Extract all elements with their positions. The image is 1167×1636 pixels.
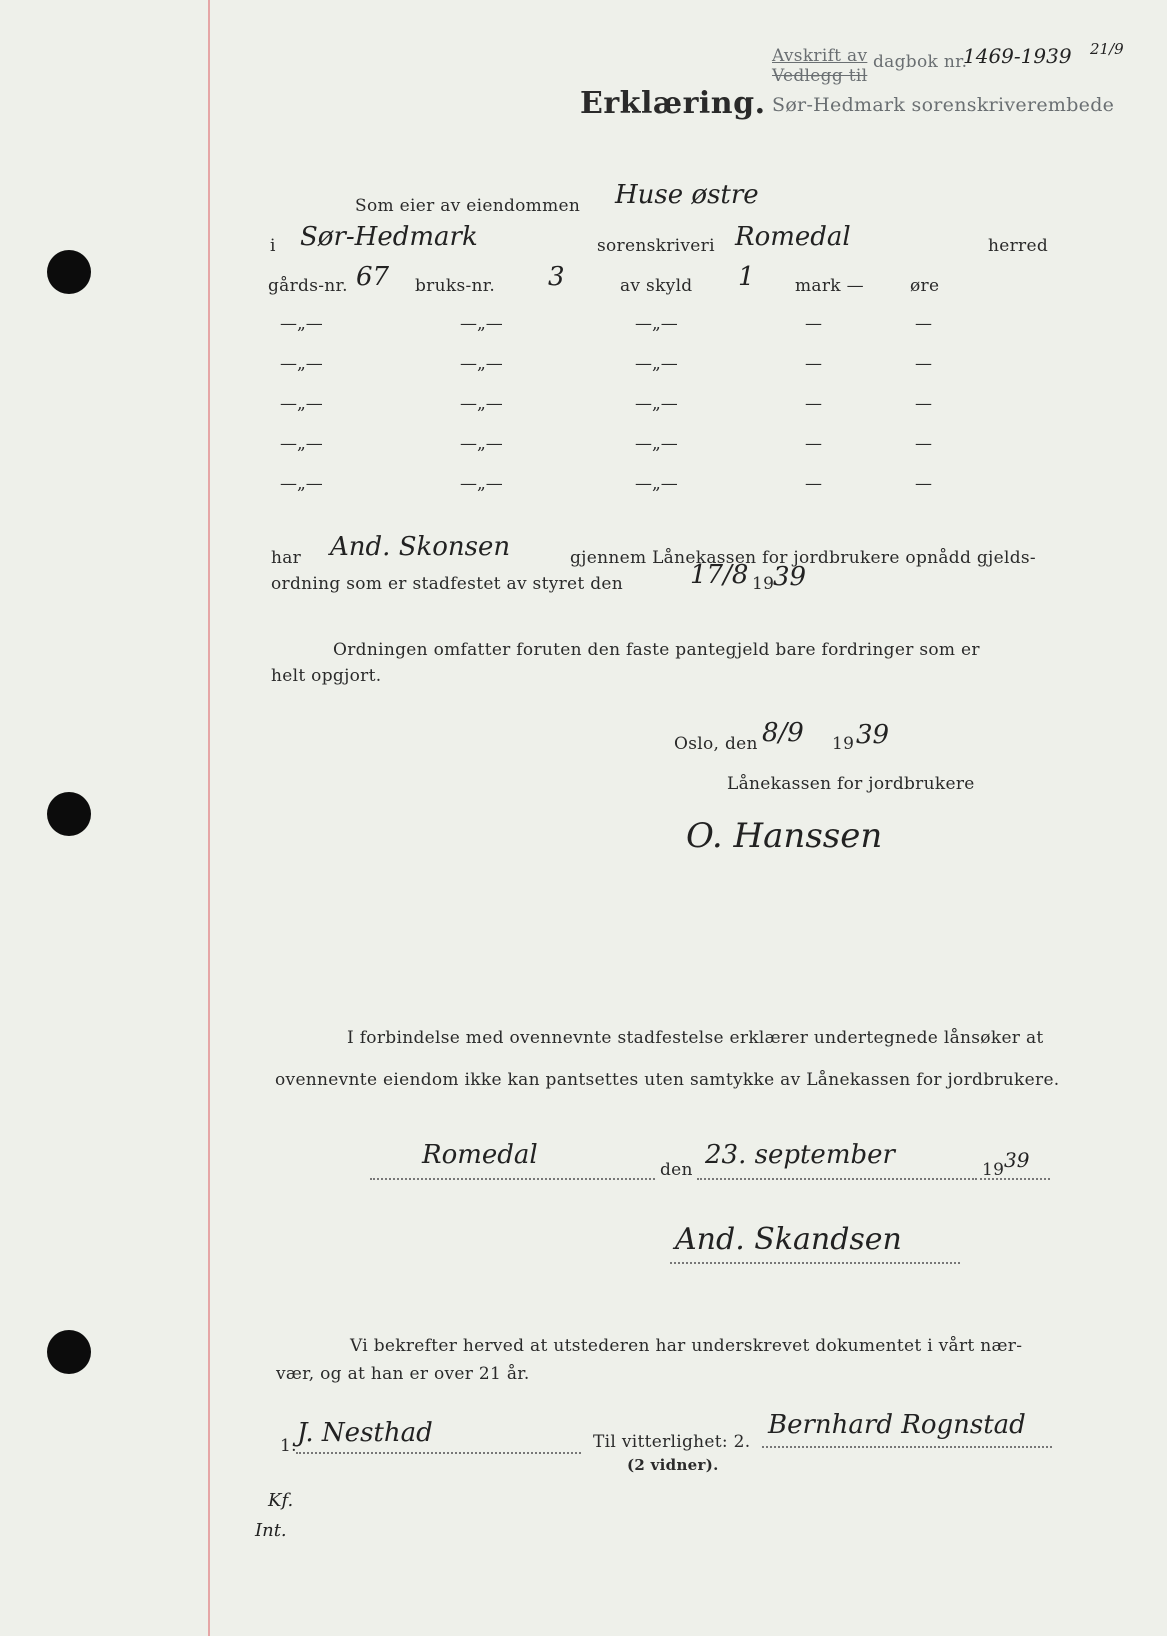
punch-hole (47, 792, 91, 836)
hw-applicant: And. Skonsen (330, 532, 511, 562)
hw-date2: 8/9 (762, 718, 804, 748)
hw-date3: 23. september (705, 1140, 895, 1170)
oslo-den: Oslo, den (674, 734, 758, 754)
hw-bruks-nr: 3 (548, 262, 565, 292)
label-ore: øre (910, 276, 940, 296)
label-mark: mark — (795, 276, 864, 296)
label-bruks-nr: bruks-nr. (415, 276, 496, 296)
year1-prefix: 19 (752, 574, 775, 594)
hw-skyld: 1 (738, 262, 755, 292)
punch-hole (47, 1330, 91, 1374)
label-den: den (660, 1160, 693, 1180)
dotted-line (370, 1178, 655, 1180)
margin-line (208, 0, 210, 1636)
hw-place: Romedal (422, 1140, 538, 1170)
dotted-line (762, 1446, 1052, 1448)
body-line1: gjennem Lånekassen for jordbrukere opnådd gjelds- (570, 548, 1036, 568)
label-som-eier: Som eier av eiendommen (355, 196, 581, 216)
label-har: har (271, 548, 302, 568)
witness-line1: Vi bekrefter herved at utstederen har underskrevet dokumentet i vårt nær- (350, 1336, 1023, 1356)
label-sorenskriveri: sorenskriveri (597, 236, 715, 256)
hw-year1: 39 (773, 562, 807, 592)
stamp-number: 1469-1939 (963, 44, 1072, 68)
org-name: Lånekassen for jordbrukere (727, 774, 975, 794)
label-skyld: av skyld (620, 276, 693, 296)
label-herred: herred (988, 236, 1049, 256)
punch-hole (47, 250, 91, 294)
document-page: Avskrift av dagbok nr. 1469-1939 21/9 Vedlegg til Sør-Hedmark sorenskriverembede Erklæring. Som eier av eiendommen Huse østre i Sør-Hedmark sorenskriveri Romedal herred gårds-nr. 67 bruks-nr. 3 av skyld 1 mark — øre —„— —„— —„— — — —„— —„— —„— — — —„— —„— —„— — — —„— —„— —„— — — —„— —„— —„— — — har And. Skonsen gjennem Lånekassen for jordbrukere opnådd gjelds- ordning som er stadfestet av styret den 17/8 19 39 Ordningen omfatter foruten den faste pantegjeld bare fordringer som er helt opgjort. Oslo, den 8/9 19 39 Lånekassen for jordbrukere O. Hanssen I forbindelse med ovennevnte stadfestelse erklærer undertegnede lånsøker at ovennevnte eiendom ikke kan pantsettes uten samtykke av Lånekassen for jordbrukere. Romedal den 23. september 19 39 And. Skandsen Vi bekrefter herved at utstederen har underskrevet dokumentet i vårt nær- vær, og at han er over 21 år. 1. J. Nesthad Til vitterlighet: 2. Bernhard Rognstad (2 vidner). Kf. Int. (0, 0, 1167, 1636)
stamp-dagbok: dagbok nr. (873, 52, 968, 72)
witness-num1: 1. (280, 1436, 297, 1456)
hw-initials1: Kf. (268, 1490, 294, 1511)
stamp-vedlegg: Vedlegg til (772, 66, 868, 86)
hw-witness1: J. Nesthad (297, 1418, 433, 1448)
hw-gards-nr: 67 (356, 262, 390, 292)
til-vitterlighet: Til vitterlighet: 2. (593, 1432, 751, 1452)
declaration-line2: ovennevnte eiendom ikke kan pantsettes uten samtykke av Lånekassen for jordbrukere. (275, 1070, 1060, 1090)
hw-herred: Romedal (735, 222, 851, 252)
dotted-line (296, 1452, 581, 1454)
hw-signature-hanssen: O. Hanssen (686, 816, 883, 856)
dotted-line (670, 1262, 960, 1264)
year3-prefix: 19 (982, 1160, 1005, 1180)
hw-witness2: Bernhard Rognstad (768, 1410, 1026, 1440)
dotted-line (980, 1178, 1050, 1180)
hw-district: Sør-Hedmark (300, 222, 478, 252)
declaration-line1: I forbindelse med ovennevnte stadfestelse erklærer undertegnede lånsøker at (347, 1028, 1044, 1048)
stamp-avskrift: Avskrift av (772, 46, 868, 66)
para2-line2: helt opgjort. (271, 666, 382, 686)
label-i: i (270, 236, 276, 256)
hw-initials2: Int. (255, 1520, 287, 1541)
hw-date1: 17/8 (690, 560, 749, 590)
hw-signature-skandsen: And. Skandsen (675, 1222, 902, 1257)
year2-prefix: 19 (832, 734, 855, 754)
label-gards-nr: gårds-nr. (268, 276, 348, 296)
hw-property: Huse østre (615, 180, 759, 210)
witness-line2: vær, og at han er over 21 år. (276, 1364, 530, 1384)
dotted-line (697, 1178, 977, 1180)
para2-line1: Ordningen omfatter foruten den faste pantegjeld bare fordringer som er (333, 640, 980, 660)
body-line2: ordning som er stadfestet av styret den (271, 574, 624, 594)
vidner-note: (2 vidner). (627, 1456, 719, 1474)
stamp-date: 21/9 (1090, 40, 1124, 58)
hw-year3: 39 (1004, 1148, 1030, 1172)
page-title: Erklæring. (580, 86, 766, 121)
stamp-office: Sør-Hedmark sorenskriverembede (772, 94, 1115, 116)
hw-year2: 39 (856, 720, 890, 750)
